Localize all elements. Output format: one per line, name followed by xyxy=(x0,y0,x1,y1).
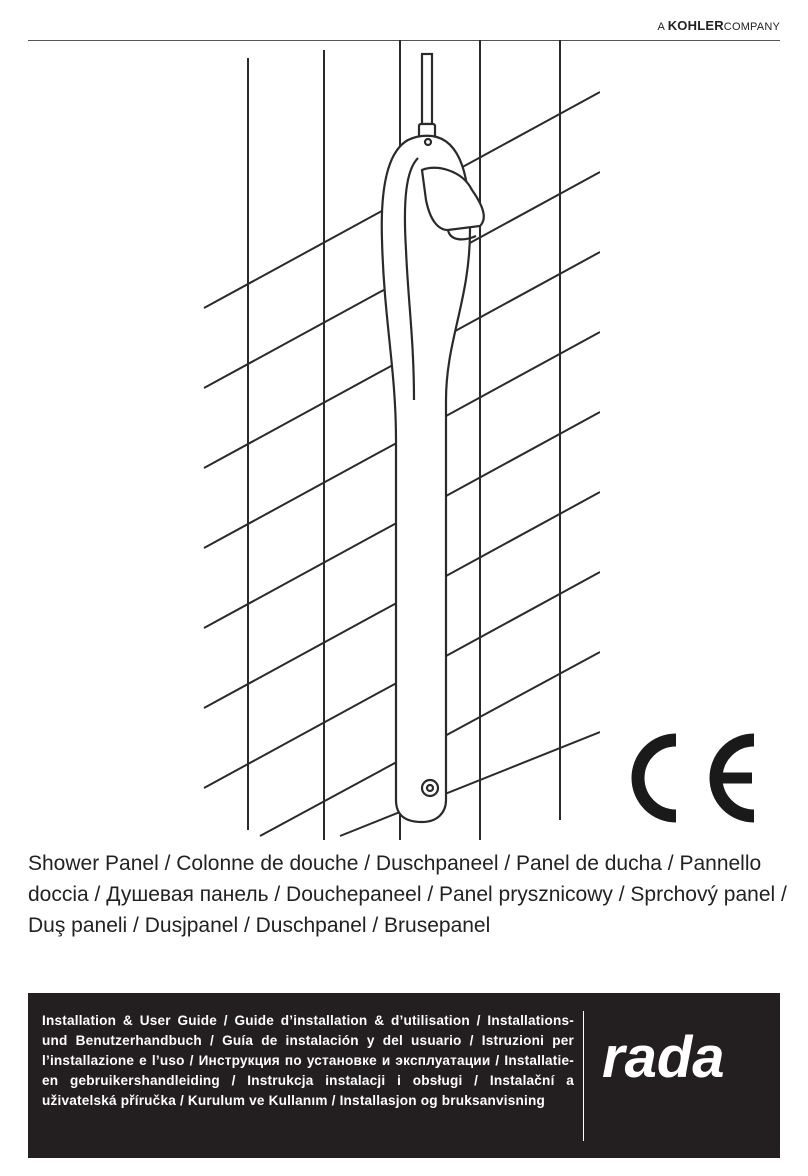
rada-logo xyxy=(596,1027,766,1093)
guide-band xyxy=(28,993,780,1158)
svg-text:rada: rada xyxy=(602,1027,725,1090)
brand-suffix: COMPANY xyxy=(723,21,780,33)
ce-mark xyxy=(612,730,762,826)
product-title: Shower Panel / Colonne de douche / Duschpaneel / Panel de ducha / Pannello doccia / Душевая панель / Douchepaneel / Panel prysznicowy / Sprchový panel / Duş paneli / Dusjpanel / Duschpanel / Brusepanel xyxy=(28,852,787,937)
kohler-company-brand xyxy=(658,18,781,33)
brand-name: KOHLER xyxy=(667,18,724,33)
band-divider xyxy=(583,1011,584,1141)
shower-column xyxy=(382,54,484,822)
guide-title: Installation & User Guide / Guide d’installation & d’utilisation / Installations- und Benutzerhandbuch / Guía de instalación y del usuario / Istruzioni per l’installazione e l’uso / Инструкция по установке и эксплуатации / Installatie- en gebruikershandleiding / Instrukcja instalacji i obsługi / Instalační a uživatelská příručka / Kurulum ve Kullanım / Installasjon og bruksanvisning xyxy=(42,1013,574,1108)
shower-panel-illustration xyxy=(200,40,600,840)
brand-prefix: A xyxy=(657,21,665,33)
